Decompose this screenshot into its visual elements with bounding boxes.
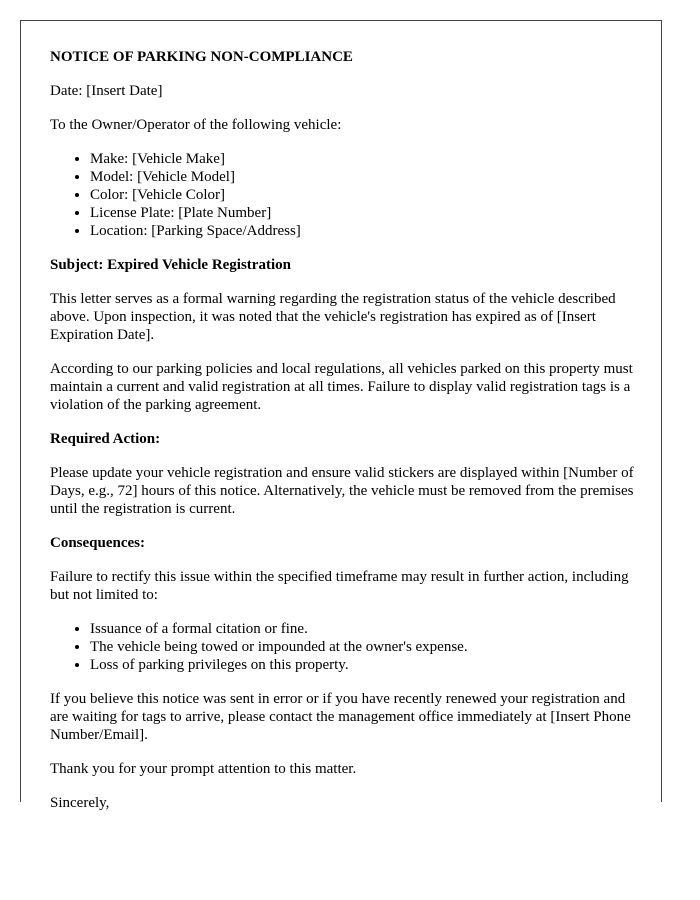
subject-line: Subject: Expired Vehicle Registration [50,257,291,273]
list-item: • The vehicle being towed or impounded at the owner's expense. [90,638,640,656]
list-item: • Make: [Vehicle Make] [90,150,640,168]
action-paragraph: Please update your vehicle registration and ensure valid stickers are displayed within [Number of Days, e.g., 72] hours of this notice. Alternatively, the vehicle must be removed from the premises until the registration is current. [50,465,634,517]
list-item: • License Plate: [Plate Number] [90,204,640,222]
letter-content [50,48,640,828]
thanks-paragraph: Thank you for your prompt attention to this matter. [50,761,357,777]
list-item: • Model: [Vehicle Model] [90,168,640,186]
vehicle-details-list [50,150,640,240]
salutation: To the Owner/Operator of the following vehicle: [50,117,342,133]
consequences-paragraph: Failure to rectify this issue within the specified timeframe may result in further action, including but not limited to: [50,569,629,603]
list-item: • Location: [Parking Space/Address] [90,222,640,240]
consequences-heading: Consequences: [50,535,146,551]
policy-paragraph: According to our parking policies and local regulations, all vehicles parked on this property must maintain a current and valid registration at all times. Failure to display valid registration tags is a violation of the parking agreement. [50,361,633,413]
list-item: • Color: [Vehicle Color] [90,186,640,204]
list-item: • Loss of parking privileges on this property. [90,656,640,674]
contact-paragraph: If you believe this notice was sent in error or if you have recently renewed your registration and are waiting for tags to arrive, please contact the management office immediately at [Insert Phone Number/Email]. [50,691,631,743]
letter-title: NOTICE OF PARKING NON-COMPLIANCE [50,49,353,65]
signoff: Sincerely, [50,795,110,811]
warning-paragraph: This letter serves as a formal warning regarding the registration status of the vehicle described above. Upon inspection, it was noted that the vehicle's registration has expired as of [Insert Expiration Date]. [50,291,616,343]
list-item: • Issuance of a formal citation or fine. [90,620,640,638]
consequences-list [50,620,640,674]
required-action-heading: Required Action: [50,431,161,447]
letter-page [20,20,662,811]
date-line: Date: [Insert Date] [50,83,163,99]
